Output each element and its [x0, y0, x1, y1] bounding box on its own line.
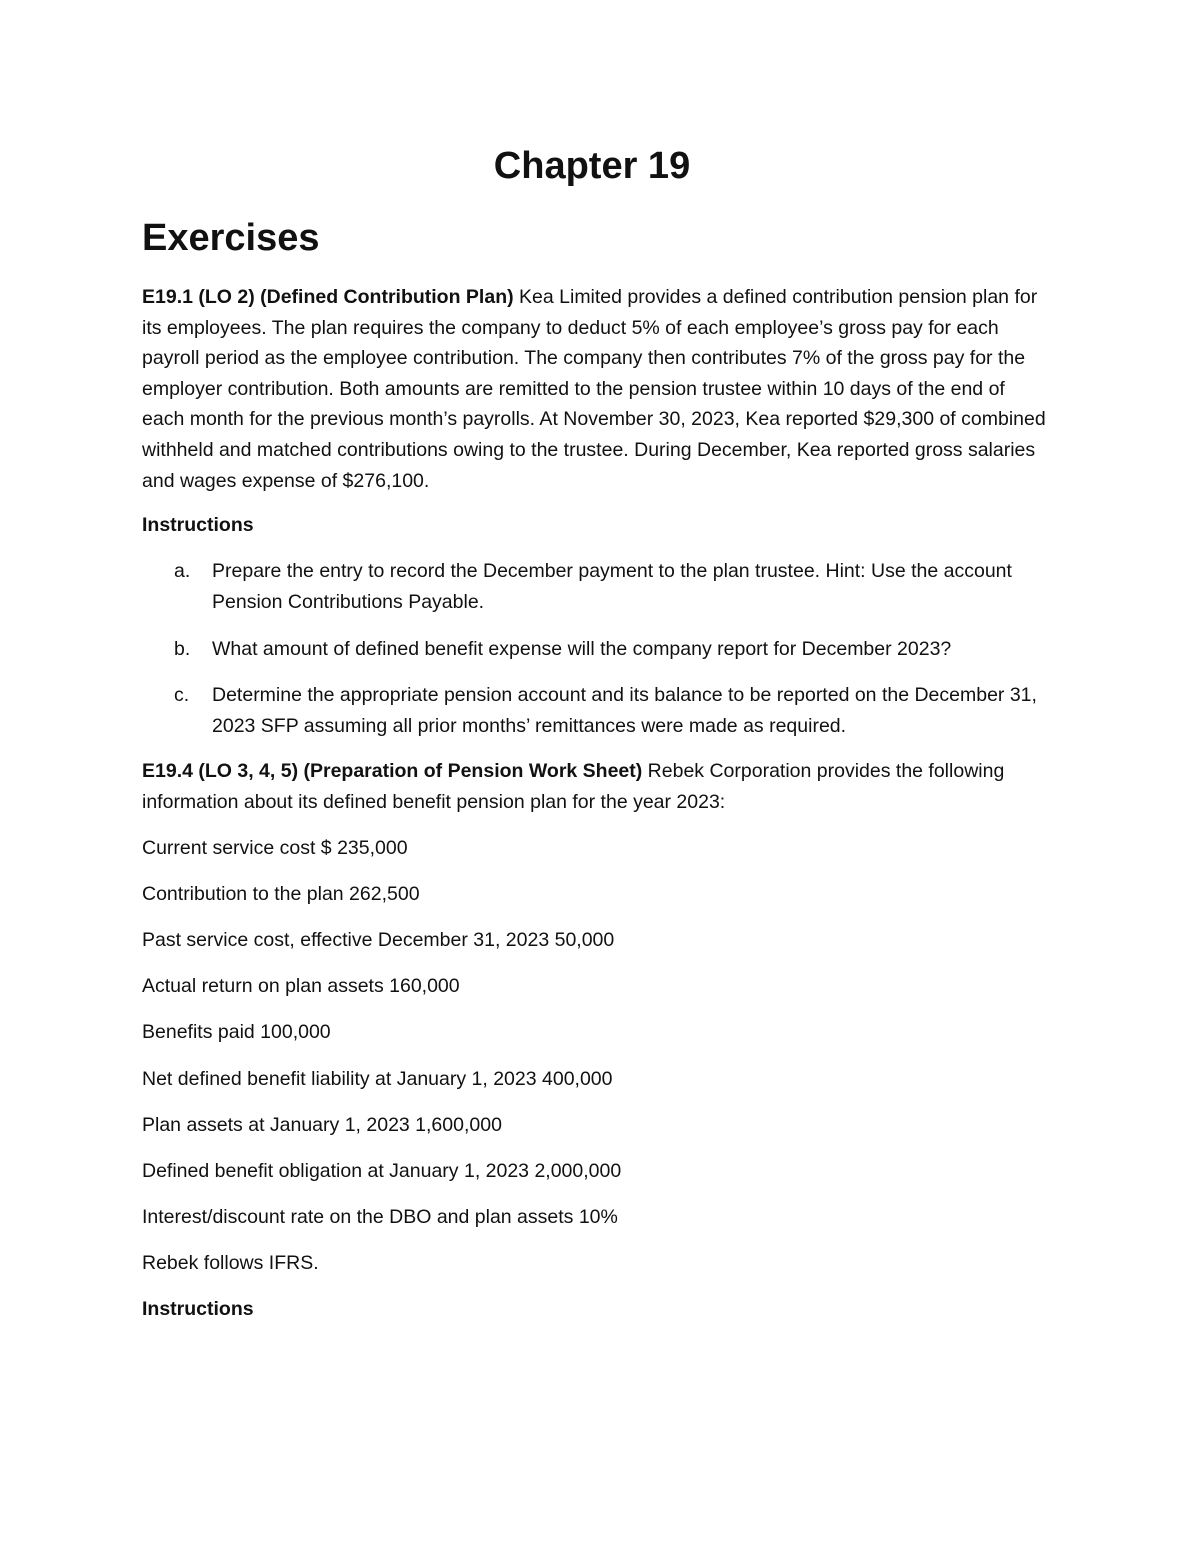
list-item-text: What amount of defined benefit expense will the company report for December 2023? — [212, 638, 952, 660]
data-line-actual-return: Actual return on plan assets 160,000 — [142, 975, 460, 997]
data-line-net-defined-benefit-liability: Net defined benefit liability at January 1, 2023 400,000 — [142, 1068, 613, 1090]
list-item-text: Prepare the entry to record the December payment to the plan trustee. Hint: Use the account Pension Contributions Payable. — [212, 560, 1012, 613]
exercise-e19-4-instructions-label: Instructions — [142, 1298, 254, 1320]
exercise-e19-1-paragraph — [142, 282, 1052, 496]
list-item-text: Determine the appropriate pension account and its balance to be reported on the December 31, 2023 SFP assuming all prior months’ remittances were made as required. — [212, 684, 1037, 737]
exercise-e19-4-paragraph — [142, 756, 1052, 817]
data-line-benefits-paid: Benefits paid 100,000 — [142, 1021, 331, 1043]
data-line-defined-benefit-obligation: Defined benefit obligation at January 1, 2023 2,000,000 — [142, 1160, 622, 1182]
data-line-contribution: Contribution to the plan 262,500 — [142, 883, 420, 905]
data-line-interest-rate: Interest/discount rate on the DBO and plan assets 10% — [142, 1206, 618, 1228]
exercise-e19-1-body: Kea Limited provides a defined contribution pension plan for its employees. The plan requires the company to deduct 5% of each employee’s gross pay for each payroll period as the employee contribution. The company then contributes 7% of the gross pay for the employer contribution. Both amounts are remitted to the pension trustee within 10 days of the end of each month for the previous month’s payrolls. At November 30, 2023, Kea reported $29,300 of combined withheld and matched contributions owing to the trustee. During December, Kea reported gross salaries and wages expense of $276,100. — [142, 286, 1046, 492]
exercise-e19-4-body: Rebek Corporation provides the following information about its defined benefit pension plan for the year 2023: — [142, 760, 1005, 813]
section-heading-exercises: Exercises — [142, 217, 320, 259]
list-marker: b. — [174, 638, 191, 660]
chapter-title: Chapter 19 — [493, 145, 691, 187]
list-marker: c. — [174, 684, 190, 706]
exercise-e19-1-heading: E19.1 (LO 2) (Defined Contribution Plan) — [142, 286, 514, 308]
exercise-e19-4-heading: E19.4 (LO 3, 4, 5) (Preparation of Pension Work Sheet) — [142, 760, 643, 782]
data-line-current-service-cost: Current service cost $ 235,000 — [142, 837, 408, 859]
exercise-e19-1-instructions-label: Instructions — [142, 514, 254, 536]
data-line-past-service-cost: Past service cost, effective December 31, 2023 50,000 — [142, 929, 615, 951]
list-marker: a. — [174, 560, 191, 582]
data-line-ifrs-note: Rebek follows IFRS. — [142, 1252, 319, 1274]
data-line-plan-assets: Plan assets at January 1, 2023 1,600,000 — [142, 1114, 502, 1136]
